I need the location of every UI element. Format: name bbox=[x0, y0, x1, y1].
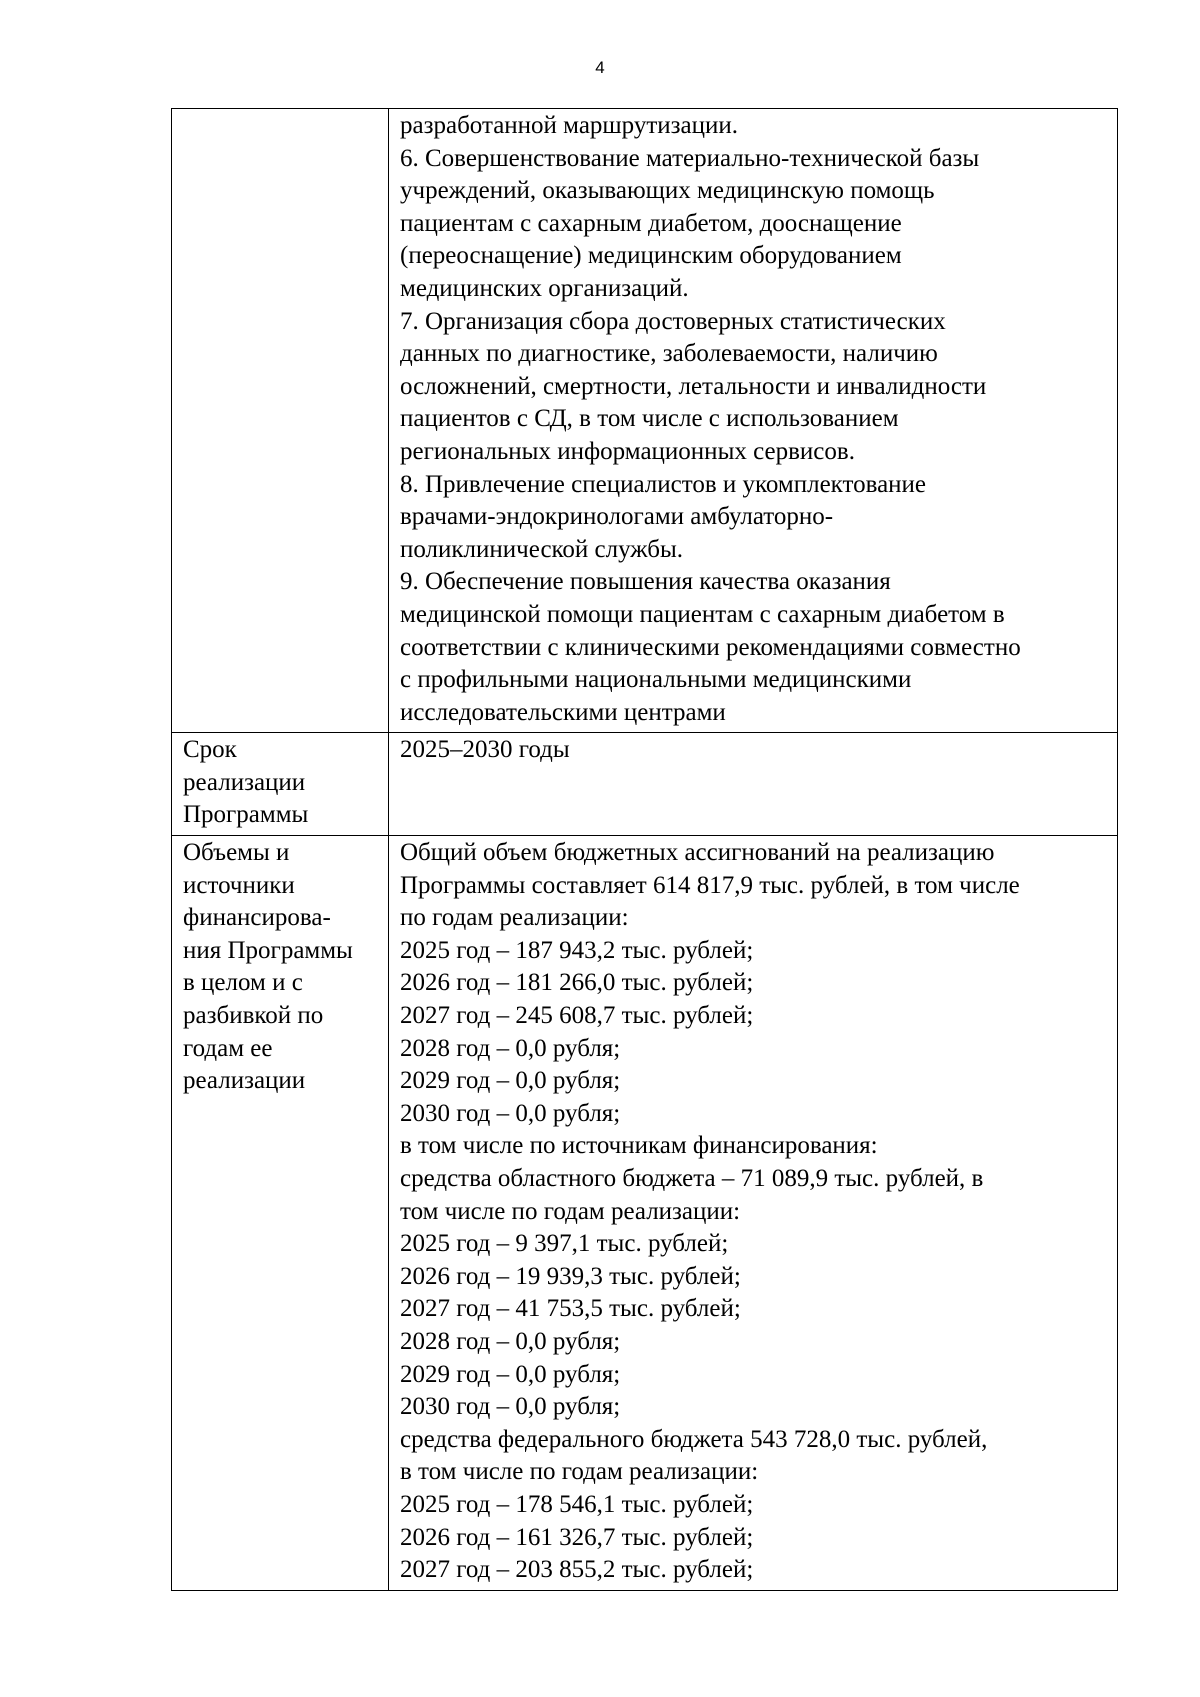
text-line: Общий объем бюджетных ассигнований на реализацию bbox=[400, 839, 995, 867]
text-line: (переоснащение) медицинским оборудованием bbox=[400, 242, 902, 270]
row-value-cell bbox=[389, 109, 1118, 733]
label-line: в целом и с bbox=[183, 969, 303, 997]
text-line: 2027 год – 41 753,5 тыс. рублей; bbox=[400, 1295, 741, 1323]
row-label-cell bbox=[172, 733, 389, 836]
table-row-funding bbox=[172, 836, 1118, 1591]
table-row-implementation-period bbox=[172, 733, 1118, 836]
text-line: пациентам с сахарным диабетом, дооснащение bbox=[400, 209, 902, 237]
label-line: реализации bbox=[183, 1067, 306, 1095]
text-line: 2028 год – 0,0 рубля; bbox=[400, 1327, 621, 1355]
text-line: региональных информационных сервисов. bbox=[400, 437, 855, 465]
text-line: Программы составляет 614 817,9 тыс. рублей, в том числе bbox=[400, 871, 1020, 899]
text-line: разработанной маршрутизации. bbox=[400, 112, 739, 139]
row-value-cell bbox=[389, 836, 1118, 1591]
text-line: 2029 год – 0,0 рубля; bbox=[400, 1360, 621, 1388]
text-line: медицинских организаций. bbox=[400, 274, 689, 302]
text-line: учреждений, оказывающих медицинскую помощь bbox=[400, 177, 935, 205]
label-line: ния Программы bbox=[183, 936, 353, 964]
label-line: Объемы и bbox=[183, 839, 290, 867]
page-number: 4 bbox=[595, 58, 605, 77]
text-line: 2025 год – 187 943,2 тыс. рублей; bbox=[400, 936, 754, 964]
text-line: поликлинической службы. bbox=[400, 535, 684, 563]
text-line: 2026 год – 19 939,3 тыс. рублей; bbox=[400, 1262, 741, 1290]
program-passport-table bbox=[171, 108, 1118, 1591]
text-line: 2026 год – 181 266,0 тыс. рублей; bbox=[400, 969, 754, 997]
label-line: Программы bbox=[183, 801, 309, 829]
text-line: средства федерального бюджета 543 728,0 тыс. рублей, bbox=[400, 1425, 988, 1453]
text-line: с профильными национальными медицинскими bbox=[400, 666, 912, 694]
text-line: медицинской помощи пациентам с сахарным диабетом в bbox=[400, 600, 1005, 628]
text-line: осложнений, смертности, летальности и инвалидности bbox=[400, 372, 987, 400]
text-line: 7. Организация сбора достоверных статистических bbox=[400, 307, 946, 335]
text-line: соответствии с клиническими рекомендациями совместно bbox=[400, 633, 1021, 661]
label-line: источники bbox=[183, 871, 295, 899]
text-line: 2025 год – 178 546,1 тыс. рублей; bbox=[400, 1490, 754, 1518]
text-line: 2030 год – 0,0 рубля; bbox=[400, 1393, 621, 1421]
text-line: 6. Совершенствование материально-технической базы bbox=[400, 144, 980, 172]
text-line: 2025 год – 9 397,1 тыс. рублей; bbox=[400, 1230, 729, 1258]
text-line: данных по диагностике, заболеваемости, наличию bbox=[400, 340, 938, 368]
label-line: Срок bbox=[183, 736, 237, 764]
text-line: средства областного бюджета – 71 089,9 тыс. рублей, в bbox=[400, 1165, 984, 1192]
label-line: разбивкой по bbox=[183, 1002, 324, 1030]
text-line: 2029 год – 0,0 рубля; bbox=[400, 1067, 621, 1095]
text-line: 8. Привлечение специалистов и укомплектование bbox=[400, 470, 927, 498]
text-line: том числе по годам реализации: bbox=[400, 1197, 741, 1225]
text-line: по годам реализации: bbox=[400, 904, 629, 932]
row-value-cell bbox=[389, 733, 1118, 836]
text-line: врачами-эндокринологами амбулаторно- bbox=[400, 503, 834, 531]
row-label-cell bbox=[172, 109, 389, 733]
text-line: в том числе по источникам финансирования: bbox=[400, 1132, 878, 1160]
label-line: годам ее bbox=[183, 1034, 273, 1062]
text-line: 2027 год – 245 608,7 тыс. рублей; bbox=[400, 1002, 754, 1030]
table-row-tasks-continued bbox=[172, 109, 1118, 733]
label-line: реализации bbox=[183, 768, 306, 796]
text-line: 2025–2030 годы bbox=[400, 736, 570, 764]
text-line: 2030 год – 0,0 рубля; bbox=[400, 1099, 621, 1127]
text-line: 2028 год – 0,0 рубля; bbox=[400, 1034, 621, 1062]
text-line: 9. Обеспечение повышения качества оказания bbox=[400, 568, 891, 596]
label-line: финансирова- bbox=[183, 904, 331, 932]
text-line: исследовательскими центрами bbox=[400, 698, 726, 726]
text-line: пациентов с СД, в том числе с использованием bbox=[400, 405, 899, 433]
text-line: 2026 год – 161 326,7 тыс. рублей; bbox=[400, 1523, 754, 1551]
row-label-cell bbox=[172, 836, 389, 1591]
text-line: в том числе по годам реализации: bbox=[400, 1458, 759, 1486]
text-line: 2027 год – 203 855,2 тыс. рублей; bbox=[400, 1556, 754, 1584]
